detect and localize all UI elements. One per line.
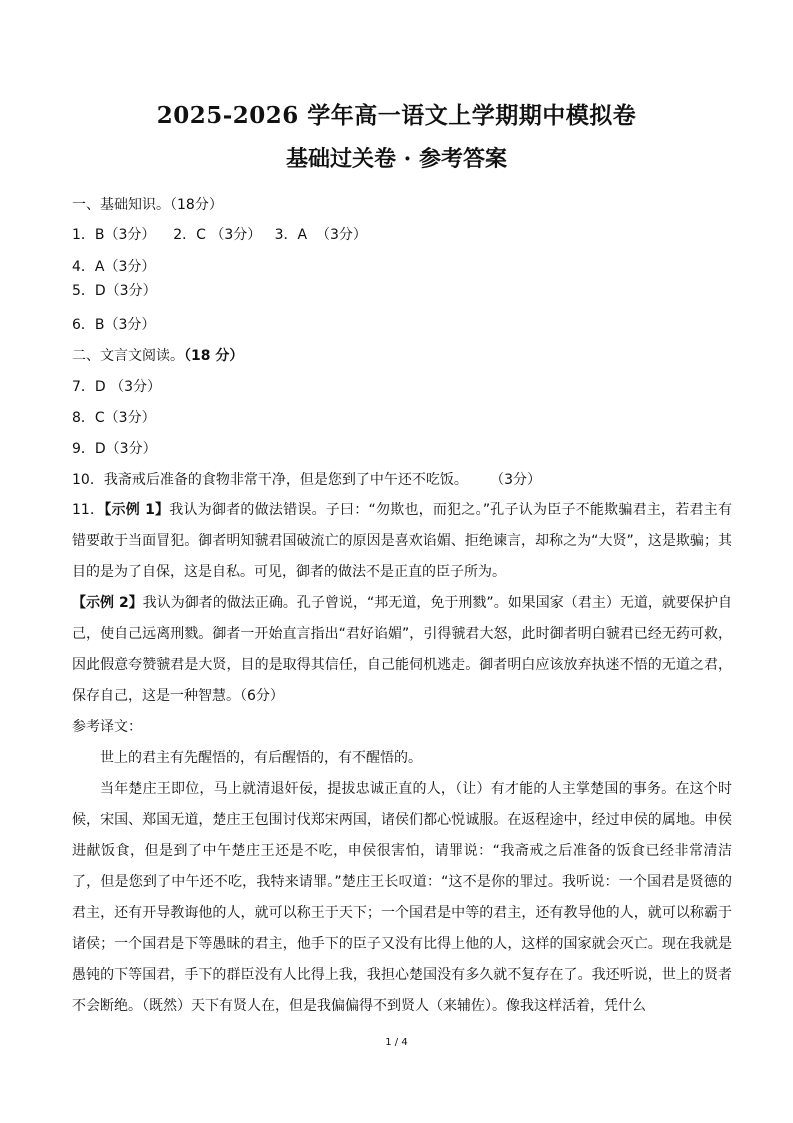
answer-q6: 6．B（3分） [72, 317, 156, 333]
page-subtitle: 基础过关卷 · 参考答案 [286, 146, 507, 172]
answer-q7: 7．D （3分） [72, 379, 162, 395]
example1-text: 我认为御者的做法错误。子曰：“勿欺也，而犯之。”孔子认为臣子不能欺骗君主，若君主有错要敢于当面冒犯。御者明知虢君国破流亡的原因是喜欢谄媚、拒绝谏言，却称之为“大贤”，这是欺骗；其目的是为了自保，这是自私。可见，御者的做法不是正直的臣子所为。 [72, 502, 732, 580]
section2-heading-text: 二、文言文阅读。 [72, 348, 184, 364]
section2-heading-score: （18 分） [184, 348, 244, 364]
translation-heading: 参考译文： [72, 719, 142, 735]
page-title: 2025-2026 学年高一语文上学期期中模拟卷 [156, 102, 637, 129]
answer-line-1-3: 1．B（3分） 2．C （3分） 3．A （3分） [72, 227, 367, 243]
answer-q11-example2 [72, 588, 732, 712]
translation-paragraph-1: 世上的君主有先醒悟的，有后醒悟的，有不醒悟的。 [100, 750, 422, 766]
translation-paragraph-2: 当年楚庄王即位，马上就清退奸佞，提拔忠诚正直的人，（让）有才能的人主掌楚国的事务。在这个时候，宋国、郑国无道，楚庄王包围讨伐郑宋两国，诸侯们都心悦诚服。在返程途中，经过申侯的属地。申侯进献饭食，但是到了中午楚庄王还是不吃，申侯很害怕，请罪说：“我斋戒之后准备的饭食已经非常清洁了，但是您到了中午还不吃，我特来请罪。”楚庄王长叹道：“这不是你的罪过。我听说：一个国君是贤德的君主，还有开导教诲他的人，就可以称王于天下；一个国君是中等的君主，还有教导他的人，就可以称霸于诸侯；一个国君是下等愚昧的君主，他手下的臣子又没有比得上他的人，这样的国家就会灭亡。现在我就是愚钝的下等国君，手下的群臣没有人比得上我，我担心楚国没有多久就不复存在了。我还听说，世上的贤者不会断绝。（既然）天下有贤人在，但是我偏偏得不到贤人（来辅佐）。像我这样活着，凭什么 [72, 781, 732, 1014]
page-number: 1 / 4 [385, 1037, 408, 1048]
section2-heading [72, 346, 243, 366]
section1-heading: 一、基础知识。（18分） [72, 197, 223, 213]
answer-q10: 10．我斋戒后准备的食物非常干净，但是您到了中午还不吃饭。 （3分） [72, 472, 541, 488]
example2-label: 【示例 2】 [72, 595, 143, 611]
answer-q9: 9．D（3分） [72, 441, 157, 457]
answer-q5: 5．D（3分） [72, 283, 157, 299]
answer-q11-prefix: 11． [72, 502, 105, 518]
example1-label: 【示例 1】 [104, 502, 170, 518]
answer-q11-example1 [72, 495, 732, 588]
answer-q11-block [72, 495, 732, 1022]
example2-text: 我认为御者的做法正确。孔子曾说，“邦无道，免于刑戮”。如果国家（君主）无道，就要保护自己，使自己远离刑戮。御者一开始直言指出“君好谄媚”，引得虢君大怒，此时御者明白虢君已经无药可救，因此假意夸赞虢君是大贤，目的是取得其信任，自己能伺机逃走。御者明白应该放弃执迷不悟的无道之君，保存自己，这是一种智慧。（6分） [72, 595, 732, 704]
answer-q4: 4．A（3分） [72, 259, 156, 275]
answer-q8: 8．C（3分） [72, 410, 156, 426]
